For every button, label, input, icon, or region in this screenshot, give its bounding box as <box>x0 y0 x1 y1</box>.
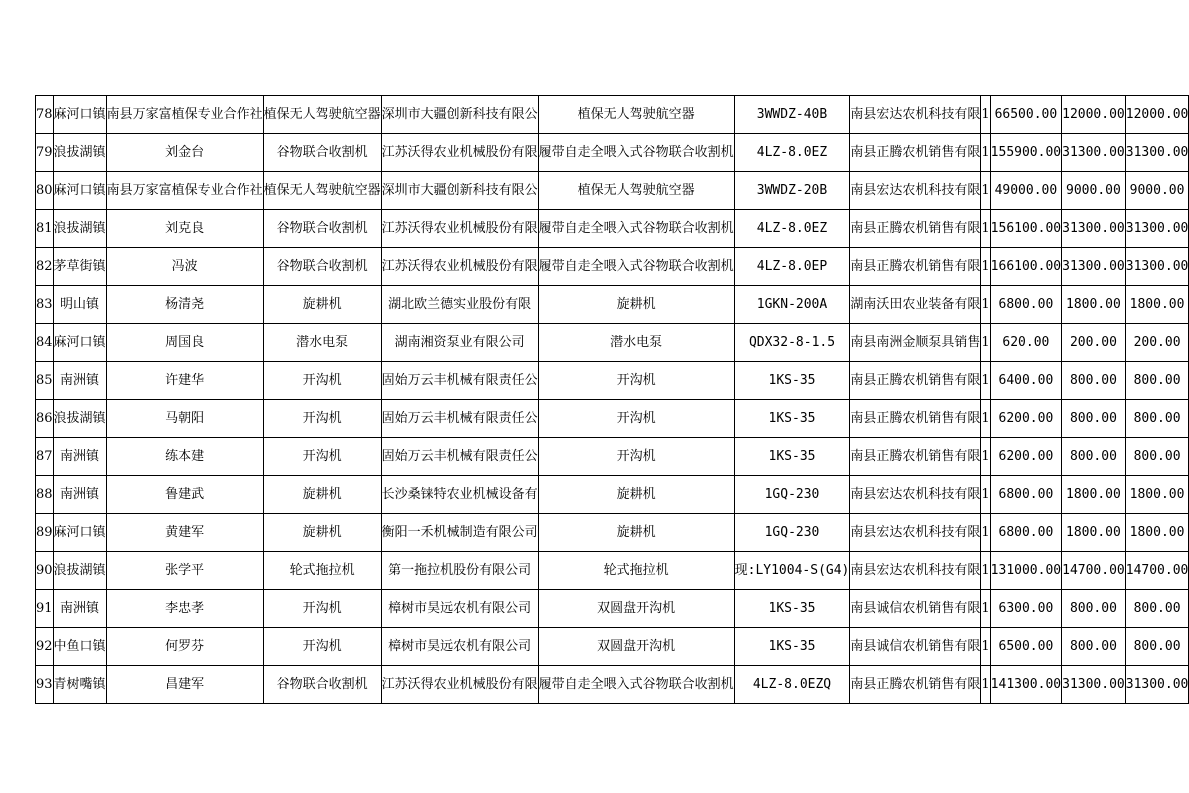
machine-category-cell: 旋耕机 <box>263 514 381 552</box>
dealer-cell: 南县正腾农机销售有限 <box>850 400 981 438</box>
subsidy-amount-cell: 1800.00 <box>1062 286 1126 324</box>
subsidy-total-cell: 800.00 <box>1125 362 1189 400</box>
sale-price-cell: 166100.00 <box>990 248 1061 286</box>
sale-price-cell: 6200.00 <box>990 438 1061 476</box>
row-number-cell: 85 <box>36 362 54 400</box>
subsidy-total-cell: 1800.00 <box>1125 514 1189 552</box>
subsidy-amount-cell: 31300.00 <box>1062 210 1126 248</box>
quantity-cell: 1 <box>981 172 990 210</box>
manufacturer-cell: 江苏沃得农业机械股份有限 <box>381 210 538 248</box>
subsidy-total-cell: 14700.00 <box>1125 552 1189 590</box>
subsidy-amount-cell: 1800.00 <box>1062 514 1126 552</box>
subsidy-total-cell: 31300.00 <box>1125 666 1189 704</box>
row-number-cell: 90 <box>36 552 54 590</box>
table-row <box>36 248 1189 286</box>
quantity-cell: 1 <box>981 96 990 134</box>
model-cell: 1KS-35 <box>734 362 850 400</box>
quantity-cell: 1 <box>981 628 990 666</box>
table-row <box>36 476 1189 514</box>
row-number-cell: 86 <box>36 400 54 438</box>
row-number-cell: 80 <box>36 172 54 210</box>
town-cell: 麻河口镇 <box>53 172 106 210</box>
town-cell: 中鱼口镇 <box>53 628 106 666</box>
dealer-cell: 南县正腾农机销售有限 <box>850 438 981 476</box>
subsidy-amount-cell: 31300.00 <box>1062 666 1126 704</box>
subsidy-total-cell: 31300.00 <box>1125 248 1189 286</box>
model-cell: 现:LY1004-S(G4) <box>734 552 850 590</box>
manufacturer-cell: 湖北欧兰德实业股份有限 <box>381 286 538 324</box>
subsidy-amount-cell: 14700.00 <box>1062 552 1126 590</box>
product-name-cell: 植保无人驾驶航空器 <box>538 172 734 210</box>
subsidy-table <box>35 95 1189 704</box>
table-row <box>36 210 1189 248</box>
dealer-cell: 南县宏达农机科技有限 <box>850 96 981 134</box>
dealer-cell: 南县诚信农机销售有限 <box>850 628 981 666</box>
table-row <box>36 286 1189 324</box>
model-cell: 1GQ-230 <box>734 514 850 552</box>
row-number-cell: 79 <box>36 134 54 172</box>
dealer-cell: 湖南沃田农业装备有限 <box>850 286 981 324</box>
machine-category-cell: 谷物联合收割机 <box>263 248 381 286</box>
dealer-cell: 南县宏达农机科技有限 <box>850 476 981 514</box>
product-name-cell: 履带自走全喂入式谷物联合收割机 <box>538 248 734 286</box>
model-cell: 4LZ-8.0EZQ <box>734 666 850 704</box>
model-cell: 1KS-35 <box>734 438 850 476</box>
model-cell: 1KS-35 <box>734 590 850 628</box>
dealer-cell: 南县正腾农机销售有限 <box>850 362 981 400</box>
machine-category-cell: 开沟机 <box>263 590 381 628</box>
product-name-cell: 双圆盘开沟机 <box>538 590 734 628</box>
town-cell: 南洲镇 <box>53 590 106 628</box>
model-cell: 4LZ-8.0EP <box>734 248 850 286</box>
buyer-cell: 黄建军 <box>106 514 263 552</box>
row-number-cell: 91 <box>36 590 54 628</box>
subsidy-amount-cell: 800.00 <box>1062 590 1126 628</box>
manufacturer-cell: 固始万云丰机械有限责任公 <box>381 362 538 400</box>
buyer-cell: 周国良 <box>106 324 263 362</box>
row-number-cell: 82 <box>36 248 54 286</box>
product-name-cell: 开沟机 <box>538 438 734 476</box>
subsidy-total-cell: 9000.00 <box>1125 172 1189 210</box>
machine-category-cell: 开沟机 <box>263 362 381 400</box>
buyer-cell: 练本建 <box>106 438 263 476</box>
dealer-cell: 南县宏达农机科技有限 <box>850 172 981 210</box>
product-name-cell: 履带自走全喂入式谷物联合收割机 <box>538 210 734 248</box>
sale-price-cell: 141300.00 <box>990 666 1061 704</box>
row-number-cell: 78 <box>36 96 54 134</box>
quantity-cell: 1 <box>981 286 990 324</box>
buyer-cell: 何罗芬 <box>106 628 263 666</box>
machine-category-cell: 谷物联合收割机 <box>263 666 381 704</box>
quantity-cell: 1 <box>981 134 990 172</box>
product-name-cell: 潜水电泵 <box>538 324 734 362</box>
dealer-cell: 南县正腾农机销售有限 <box>850 210 981 248</box>
table-row <box>36 666 1189 704</box>
town-cell: 麻河口镇 <box>53 514 106 552</box>
product-name-cell: 开沟机 <box>538 400 734 438</box>
manufacturer-cell: 湖南湘资泵业有限公司 <box>381 324 538 362</box>
row-number-cell: 93 <box>36 666 54 704</box>
sale-price-cell: 155900.00 <box>990 134 1061 172</box>
row-number-cell: 88 <box>36 476 54 514</box>
manufacturer-cell: 衡阳一禾机械制造有限公司 <box>381 514 538 552</box>
subsidy-total-cell: 1800.00 <box>1125 476 1189 514</box>
row-number-cell: 92 <box>36 628 54 666</box>
sale-price-cell: 66500.00 <box>990 96 1061 134</box>
subsidy-amount-cell: 800.00 <box>1062 400 1126 438</box>
product-name-cell: 旋耕机 <box>538 514 734 552</box>
subsidy-total-cell: 31300.00 <box>1125 134 1189 172</box>
model-cell: 3WWDZ-20B <box>734 172 850 210</box>
manufacturer-cell: 江苏沃得农业机械股份有限 <box>381 666 538 704</box>
dealer-cell: 南县正腾农机销售有限 <box>850 666 981 704</box>
buyer-cell: 鲁建武 <box>106 476 263 514</box>
machine-category-cell: 开沟机 <box>263 438 381 476</box>
table-row <box>36 514 1189 552</box>
sale-price-cell: 49000.00 <box>990 172 1061 210</box>
manufacturer-cell: 樟树市昊远农机有限公司 <box>381 590 538 628</box>
model-cell: QDX32-8-1.5 <box>734 324 850 362</box>
buyer-cell: 张学平 <box>106 552 263 590</box>
sale-price-cell: 131000.00 <box>990 552 1061 590</box>
dealer-cell: 南县正腾农机销售有限 <box>850 134 981 172</box>
subsidy-total-cell: 31300.00 <box>1125 210 1189 248</box>
row-number-cell: 81 <box>36 210 54 248</box>
town-cell: 浪拔湖镇 <box>53 400 106 438</box>
machine-category-cell: 轮式拖拉机 <box>263 552 381 590</box>
subsidy-amount-cell: 31300.00 <box>1062 134 1126 172</box>
sale-price-cell: 6800.00 <box>990 286 1061 324</box>
subsidy-amount-cell: 31300.00 <box>1062 248 1126 286</box>
quantity-cell: 1 <box>981 514 990 552</box>
buyer-cell: 李忠孝 <box>106 590 263 628</box>
buyer-cell: 南县万家富植保专业合作社 <box>106 172 263 210</box>
model-cell: 1GQ-230 <box>734 476 850 514</box>
table-row <box>36 324 1189 362</box>
buyer-cell: 刘金台 <box>106 134 263 172</box>
table-row <box>36 96 1189 134</box>
table-row <box>36 172 1189 210</box>
subsidy-total-cell: 800.00 <box>1125 628 1189 666</box>
table-row <box>36 362 1189 400</box>
machine-category-cell: 开沟机 <box>263 400 381 438</box>
buyer-cell: 南县万家富植保专业合作社 <box>106 96 263 134</box>
machine-category-cell: 旋耕机 <box>263 286 381 324</box>
sale-price-cell: 156100.00 <box>990 210 1061 248</box>
machine-category-cell: 植保无人驾驶航空器 <box>263 96 381 134</box>
sale-price-cell: 6800.00 <box>990 514 1061 552</box>
town-cell: 茅草街镇 <box>53 248 106 286</box>
row-number-cell: 84 <box>36 324 54 362</box>
model-cell: 1KS-35 <box>734 400 850 438</box>
table-row <box>36 134 1189 172</box>
subsidy-amount-cell: 9000.00 <box>1062 172 1126 210</box>
machine-category-cell: 潜水电泵 <box>263 324 381 362</box>
sale-price-cell: 6300.00 <box>990 590 1061 628</box>
sale-price-cell: 6200.00 <box>990 400 1061 438</box>
product-name-cell: 履带自走全喂入式谷物联合收割机 <box>538 666 734 704</box>
subsidy-amount-cell: 12000.00 <box>1062 96 1126 134</box>
quantity-cell: 1 <box>981 248 990 286</box>
model-cell: 1GKN-200A <box>734 286 850 324</box>
town-cell: 浪拔湖镇 <box>53 210 106 248</box>
subsidy-total-cell: 800.00 <box>1125 400 1189 438</box>
product-name-cell: 旋耕机 <box>538 476 734 514</box>
town-cell: 浪拔湖镇 <box>53 134 106 172</box>
subsidy-total-cell: 1800.00 <box>1125 286 1189 324</box>
manufacturer-cell: 长沙桑铼特农业机械设备有 <box>381 476 538 514</box>
subsidy-total-cell: 800.00 <box>1125 590 1189 628</box>
model-cell: 3WWDZ-40B <box>734 96 850 134</box>
quantity-cell: 1 <box>981 210 990 248</box>
model-cell: 4LZ-8.0EZ <box>734 134 850 172</box>
subsidy-amount-cell: 1800.00 <box>1062 476 1126 514</box>
town-cell: 麻河口镇 <box>53 324 106 362</box>
manufacturer-cell: 江苏沃得农业机械股份有限 <box>381 134 538 172</box>
manufacturer-cell: 樟树市昊远农机有限公司 <box>381 628 538 666</box>
sale-price-cell: 6800.00 <box>990 476 1061 514</box>
machine-category-cell: 植保无人驾驶航空器 <box>263 172 381 210</box>
town-cell: 明山镇 <box>53 286 106 324</box>
row-number-cell: 89 <box>36 514 54 552</box>
buyer-cell: 昌建军 <box>106 666 263 704</box>
quantity-cell: 1 <box>981 400 990 438</box>
buyer-cell: 刘克良 <box>106 210 263 248</box>
dealer-cell: 南县南洲金顺泵具销售 <box>850 324 981 362</box>
product-name-cell: 履带自走全喂入式谷物联合收割机 <box>538 134 734 172</box>
dealer-cell: 南县宏达农机科技有限 <box>850 552 981 590</box>
table-row <box>36 552 1189 590</box>
dealer-cell: 南县宏达农机科技有限 <box>850 514 981 552</box>
model-cell: 1KS-35 <box>734 628 850 666</box>
dealer-cell: 南县正腾农机销售有限 <box>850 248 981 286</box>
buyer-cell: 马朝阳 <box>106 400 263 438</box>
subsidy-total-cell: 12000.00 <box>1125 96 1189 134</box>
quantity-cell: 1 <box>981 324 990 362</box>
row-number-cell: 83 <box>36 286 54 324</box>
machine-category-cell: 旋耕机 <box>263 476 381 514</box>
town-cell: 浪拔湖镇 <box>53 552 106 590</box>
subsidy-total-cell: 200.00 <box>1125 324 1189 362</box>
product-name-cell: 旋耕机 <box>538 286 734 324</box>
subsidy-total-cell: 800.00 <box>1125 438 1189 476</box>
buyer-cell: 冯波 <box>106 248 263 286</box>
quantity-cell: 1 <box>981 552 990 590</box>
town-cell: 南洲镇 <box>53 476 106 514</box>
subsidy-amount-cell: 800.00 <box>1062 362 1126 400</box>
product-name-cell: 双圆盘开沟机 <box>538 628 734 666</box>
subsidy-amount-cell: 800.00 <box>1062 628 1126 666</box>
manufacturer-cell: 第一拖拉机股份有限公司 <box>381 552 538 590</box>
quantity-cell: 1 <box>981 476 990 514</box>
sale-price-cell: 6400.00 <box>990 362 1061 400</box>
row-number-cell: 87 <box>36 438 54 476</box>
town-cell: 南洲镇 <box>53 438 106 476</box>
sale-price-cell: 620.00 <box>990 324 1061 362</box>
town-cell: 麻河口镇 <box>53 96 106 134</box>
manufacturer-cell: 固始万云丰机械有限责任公 <box>381 400 538 438</box>
table-row <box>36 628 1189 666</box>
town-cell: 青树嘴镇 <box>53 666 106 704</box>
quantity-cell: 1 <box>981 590 990 628</box>
sale-price-cell: 6500.00 <box>990 628 1061 666</box>
buyer-cell: 许建华 <box>106 362 263 400</box>
manufacturer-cell: 江苏沃得农业机械股份有限 <box>381 248 538 286</box>
buyer-cell: 杨清尧 <box>106 286 263 324</box>
table-row <box>36 590 1189 628</box>
machine-category-cell: 谷物联合收割机 <box>263 210 381 248</box>
table-row <box>36 438 1189 476</box>
table-body <box>36 96 1189 704</box>
dealer-cell: 南县诚信农机销售有限 <box>850 590 981 628</box>
model-cell: 4LZ-8.0EZ <box>734 210 850 248</box>
quantity-cell: 1 <box>981 362 990 400</box>
product-name-cell: 轮式拖拉机 <box>538 552 734 590</box>
machine-category-cell: 谷物联合收割机 <box>263 134 381 172</box>
town-cell: 南洲镇 <box>53 362 106 400</box>
product-name-cell: 开沟机 <box>538 362 734 400</box>
table-row <box>36 400 1189 438</box>
subsidy-amount-cell: 200.00 <box>1062 324 1126 362</box>
manufacturer-cell: 深圳市大疆创新科技有限公 <box>381 96 538 134</box>
subsidy-amount-cell: 800.00 <box>1062 438 1126 476</box>
manufacturer-cell: 固始万云丰机械有限责任公 <box>381 438 538 476</box>
machine-category-cell: 开沟机 <box>263 628 381 666</box>
product-name-cell: 植保无人驾驶航空器 <box>538 96 734 134</box>
manufacturer-cell: 深圳市大疆创新科技有限公 <box>381 172 538 210</box>
quantity-cell: 1 <box>981 666 990 704</box>
quantity-cell: 1 <box>981 438 990 476</box>
